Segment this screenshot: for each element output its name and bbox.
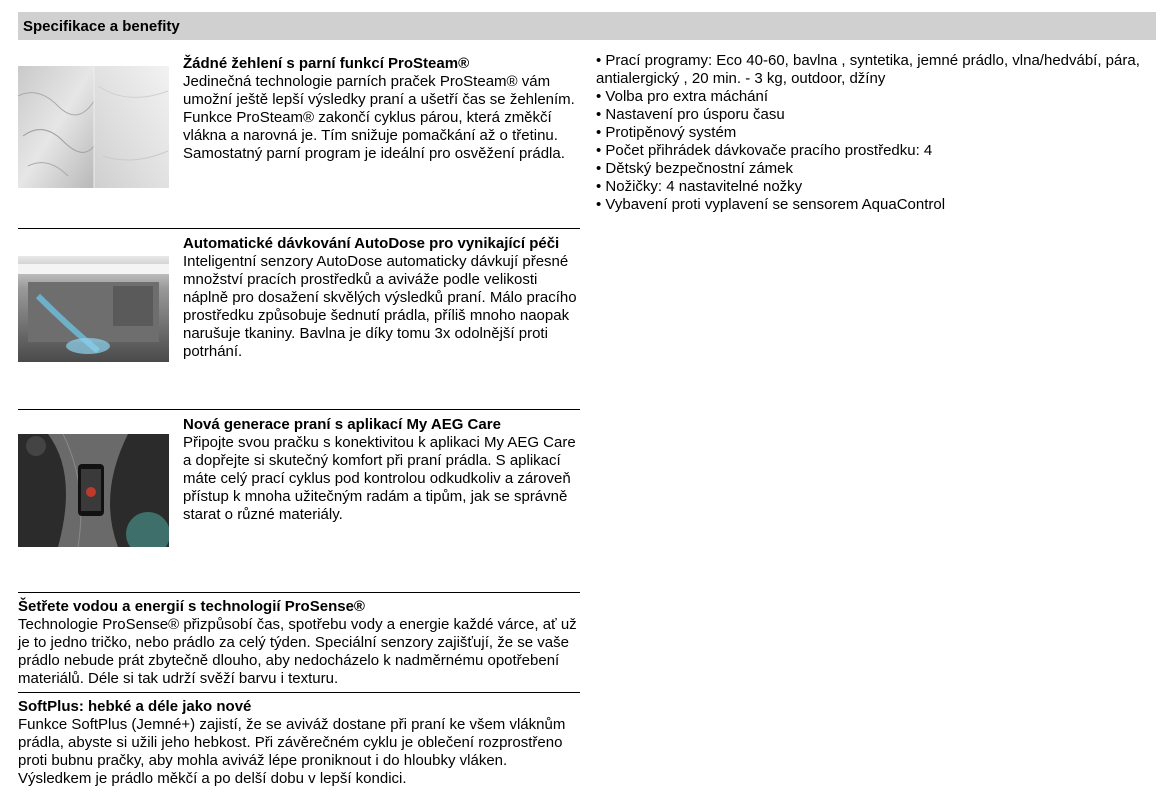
- spec-item: • Prací programy: Eco 40-60, bavlna , syntetika, jemné prádlo, vlna/hedvábí, pára, antialergický , 20 min. - 3 kg, outdoor, džíny: [596, 52, 1140, 87]
- prosteam-image: [18, 66, 169, 188]
- divider: [18, 228, 580, 229]
- feature-description: Inteligentní senzory AutoDose automaticky dávkují přesné množství pracích prostředků a aviváže podle velikosti náplně pro dosažení skvělých výsledků praní. Málo pracího prostředku způsobuje šednutí prádla, příliš mnoho naopak narušuje tkaniny. Bavlna je díky tomu 3x odolnější proti potrhání.: [183, 253, 577, 360]
- spec-item: • Protipěnový systém: [596, 124, 737, 141]
- feature-description: Jedinečná technologie parních praček ProSteam® vám umožní ještě lepší výsledky praní a ušetří čas se žehlením. Funkce ProSteam® zakončí cyklus párou, která změkčí vlákna a narovná je. Tím snižuje pomačkání až o třetinu. Samostatný parní program je ideální pro osvěžení prádla.: [183, 73, 575, 162]
- spec-item: • Vybavení proti vyplavení se sensorem AquaControl: [596, 196, 946, 213]
- divider: [18, 692, 580, 693]
- specs-list: [596, 52, 1156, 214]
- feature-softplus: [18, 698, 580, 788]
- feature-autodose: [183, 235, 581, 361]
- spec-item: • Počet přihrádek dávkovače pracího prostředku: 4: [596, 142, 933, 159]
- feature-my-aeg-care: [183, 416, 581, 524]
- feature-description: Připojte svou pračku s konektivitou k aplikaci My AEG Care a dopřejte si skutečný komfort při praní prádla. S aplikací máte celý prací cyklus pod kontrolou odkudkoliv a zároveň přístup k mnoha užitečným radám a tipům, jak se správně starat o různé materiály.: [183, 434, 576, 523]
- feature-title: SoftPlus: hebké a déle jako nové: [18, 698, 252, 715]
- feature-description: Funkce SoftPlus (Jemné+) zajistí, že se aviváž dostane při praní ke všem vláknům prádla, abyste si užili jeho hebkost. Při závěrečném cyklu je oblečení rozprostřeno proti bubnu pračky, aby mohla aviváž lépe proniknout i do hloubky vláken. Výsledkem je prádlo měkčí a po delší dobu v lepší kondici.: [18, 716, 566, 787]
- feature-description: Technologie ProSense® přizpůsobí čas, spotřebu vody a energie každé várce, ať už je to jedno tričko, nebo prádlo za celý týden. Speciální senzory zajišťují, že se vaše prádlo nebude prát zbytečně dlouho, aby nedocházelo k nadměrnému opotřebení materiálů. Déle si tak udrží svěží barvu i texturu.: [18, 616, 577, 687]
- feature-title: Žádné žehlení s parní funkcí ProSteam®: [183, 55, 470, 72]
- spec-item: • Nožičky: 4 nastavitelné nožky: [596, 178, 803, 195]
- feature-prosteam: [183, 55, 581, 163]
- spec-item: • Nastavení pro úsporu času: [596, 106, 785, 123]
- spec-item: • Volba pro extra máchání: [596, 88, 769, 105]
- section-header: [18, 12, 1156, 40]
- autodose-image: [18, 256, 169, 362]
- section-title: Specifikace a benefity: [23, 18, 180, 35]
- feature-title: Automatické dávkování AutoDose pro vynikající péči: [183, 235, 560, 252]
- divider: [18, 409, 580, 410]
- feature-title: Nová generace praní s aplikací My AEG Care: [183, 416, 501, 433]
- spec-item: • Dětský bezpečnostní zámek: [596, 160, 794, 177]
- feature-prosense: [18, 598, 580, 688]
- divider: [18, 592, 580, 593]
- feature-title: Šetřete vodou a energií s technologií ProSense®: [18, 598, 365, 615]
- app-image: [18, 434, 169, 547]
